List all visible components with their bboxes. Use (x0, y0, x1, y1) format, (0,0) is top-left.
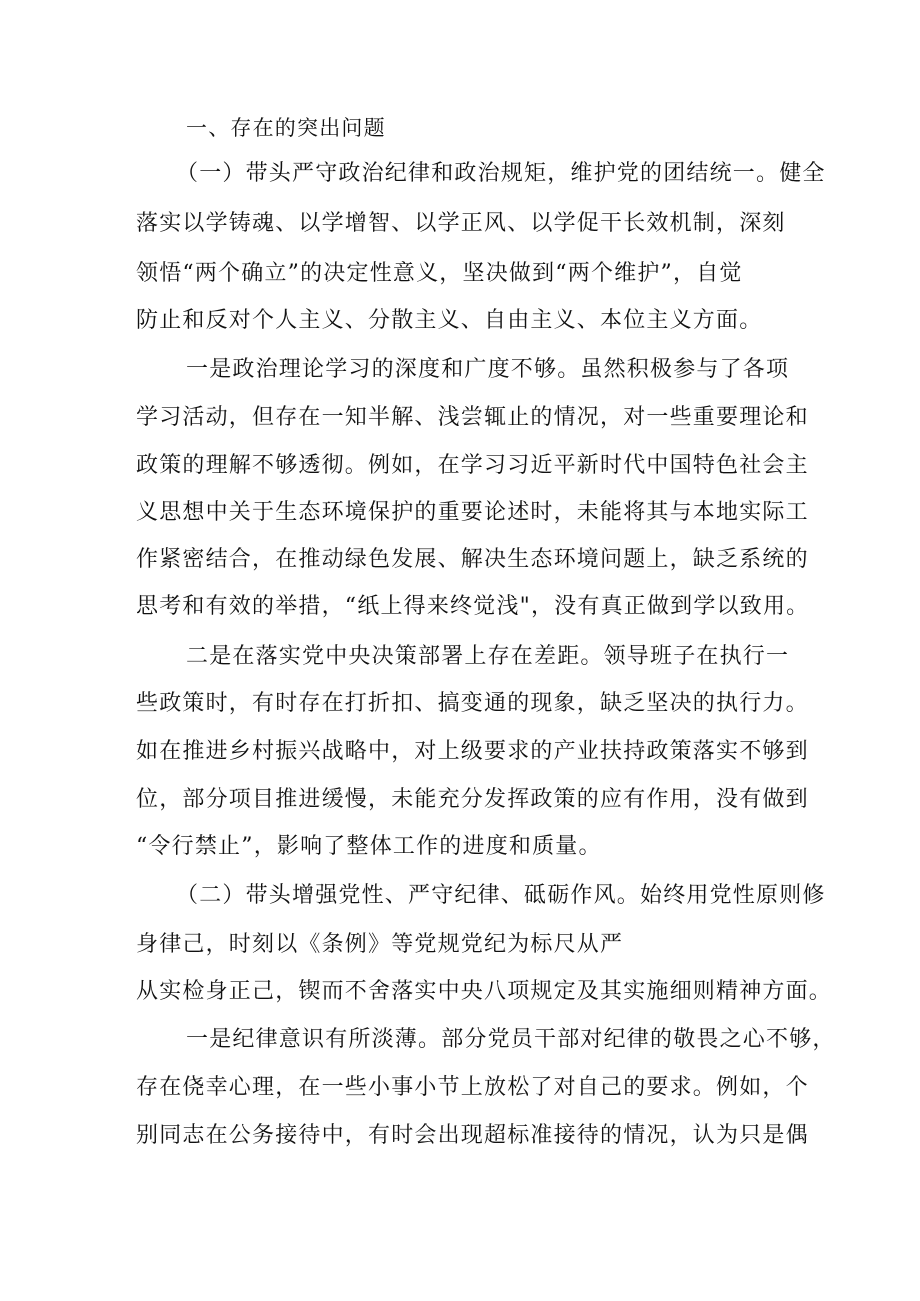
section-heading: 一、存在的突出问题 (186, 116, 386, 140)
para1-line-4: 义思想中关于生态环境保护的重要论述时，未能将其与本地实际工 (136, 500, 809, 525)
para1-line-1: 一是政治理论学习的深度和广度不够。虽然积极参与了各项 (186, 357, 790, 382)
para2-line-2: 些政策时，有时存在打折扣、搞变通的现象，缺乏坚决的执行力。 (136, 691, 809, 716)
para1-line-5: 作紧密结合，在推动绿色发展、解决生态环境问题上，缺乏系统的 (136, 547, 809, 572)
para2-line-1: 二是在落实党中央决策部署上存在差距。领导班子在执行一 (186, 644, 790, 669)
section1-line-4: 防止和反对个人主义、分散主义、自由主义、本位主义方面。 (136, 308, 763, 333)
para2-line-4: 位，部分项目推进缓慢，未能充分发挥政策的应有作用，没有做到 (136, 787, 809, 812)
para3-line-3: 别同志在公务接待中，有时会出现超标准接待的情况，认为只是偶 (136, 1123, 809, 1148)
section2-line-3: 从实检身正己，锲而不舍落实中央八项规定及其实施细则精神方面。 (136, 979, 833, 1004)
para3-line-1: 一是纪律意识有所淡薄。部分党员干部对纪律的敬畏之心不够， (186, 1027, 836, 1052)
section1-line-3: 领悟“两个确立”的决定性意义，坚决做到“两个维护”，自觉 (136, 261, 743, 286)
para1-line-2: 学习活动，但存在一知半解、浅尝辄止的情况，对一些重要理论和 (136, 405, 809, 430)
section2-line-1: （二）带头增强党性、严守纪律、砥砺作风。始终用党性原则修 (176, 883, 826, 908)
para2-line-5: “令行禁止”，影响了整体工作的进度和质量。 (136, 834, 602, 859)
para2-line-3: 如在推进乡村振兴战略中，对上级要求的产业扶持政策落实不够到 (136, 739, 809, 764)
para3-line-2: 存在侥幸心理，在一些小事小节上放松了对自己的要求。例如，个 (136, 1075, 809, 1100)
para1-line-6: 思考和有效的举措，“纸上得来终觉浅"，没有真正做到学以致用。 (136, 594, 810, 619)
section1-line-1: （一）带头严守政治纪律和政治规矩，维护党的团结统一。健全 (176, 161, 826, 186)
section2-line-2: 身律己，时刻以《条例》等党规党纪为标尺从严 (136, 932, 624, 957)
section1-line-2: 落实以学铸魂、以学增智、以学正风、以学促干长效机制，深刻 (136, 211, 786, 236)
para1-line-3: 政策的理解不够透彻。例如，在学习习近平新时代中国特色社会主 (136, 453, 809, 478)
